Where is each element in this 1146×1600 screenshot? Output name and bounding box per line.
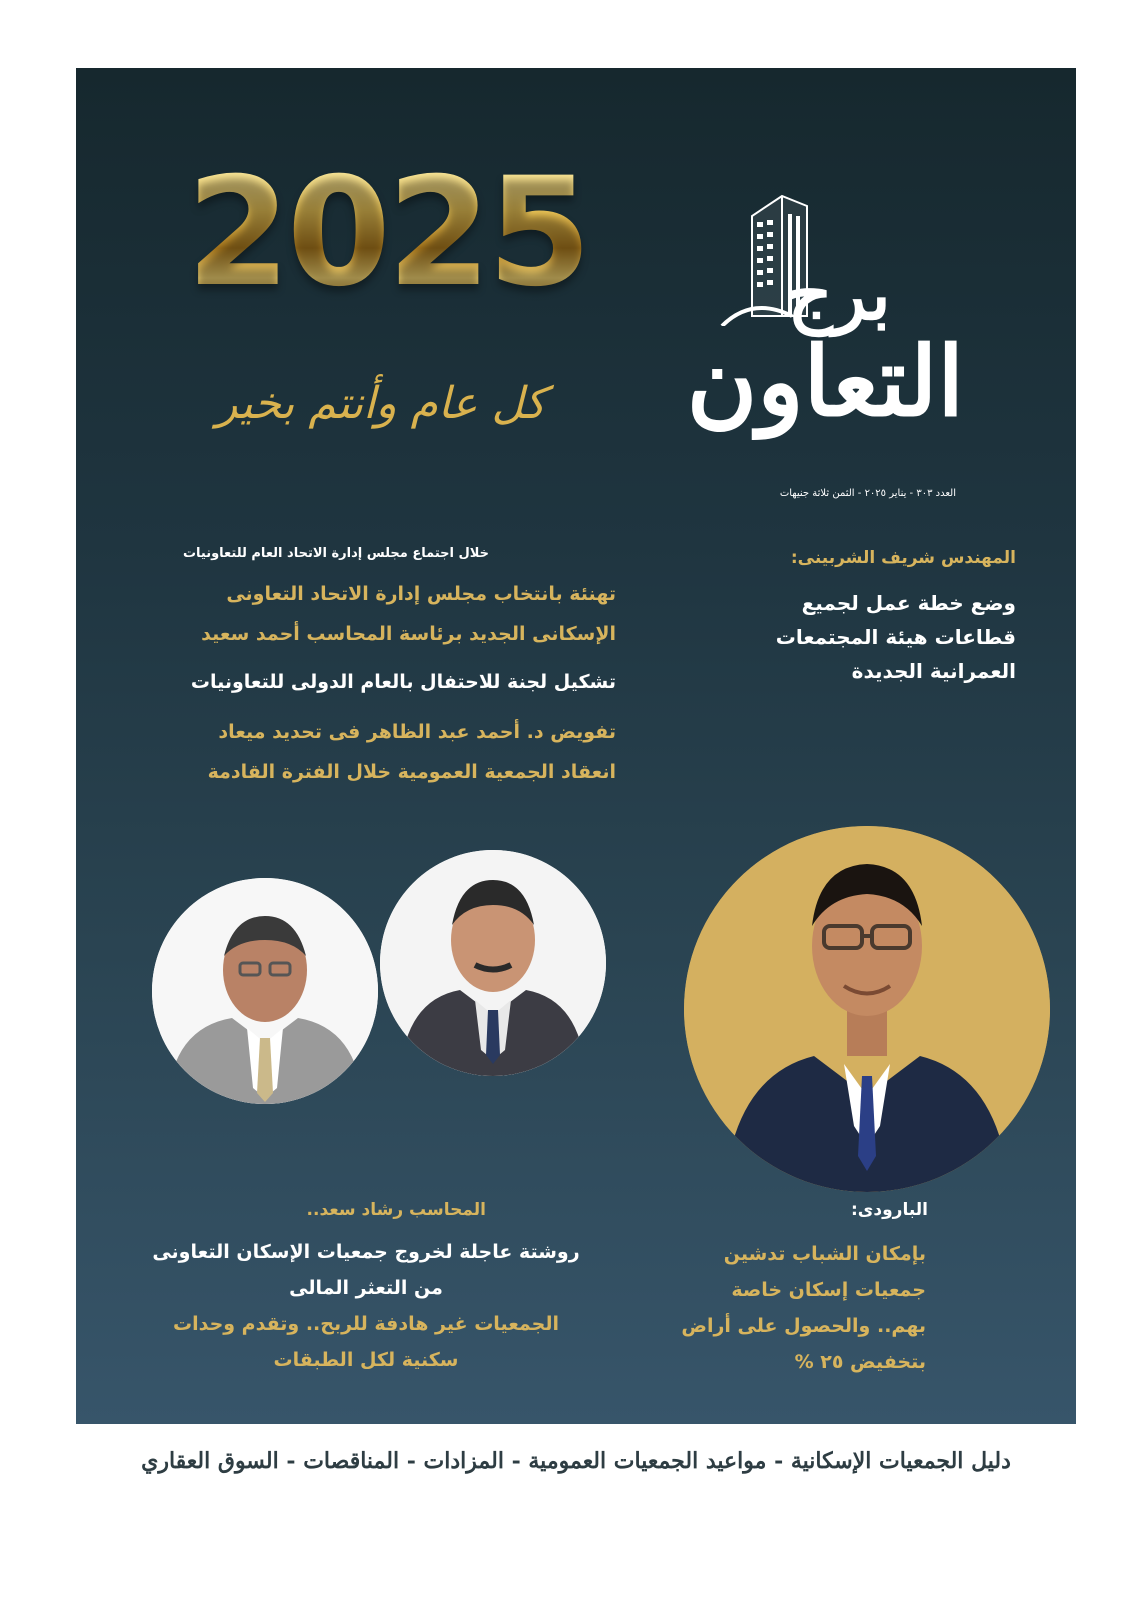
portrait-main-figure: [684, 826, 1050, 1192]
right-line-3: العمرانية الجديدة: [851, 659, 1016, 683]
right-headline-lead: المهندس شريف الشربينى:: [790, 548, 1016, 568]
logo-word-burj: برج: [787, 253, 891, 336]
right-line-2: قطاعات هيئة المجتمعات: [775, 625, 1016, 649]
bottom-right-lead: البارودى:: [851, 1200, 928, 1220]
magazine-logo: [686, 186, 972, 506]
bottom-left-lead: المحاسب رشاد سعد..: [306, 1200, 486, 1220]
portrait-third: [152, 878, 378, 1104]
right-line-1: وضع خطة عمل لجميع: [801, 591, 1016, 615]
portrait-third-figure: [152, 878, 378, 1104]
logo-word-altaawon: التعاون: [686, 324, 964, 438]
center-headline-4: تفويض د. أحمد عبد الظاهر فى تحديد ميعاد: [218, 721, 616, 743]
footer-sections: دليل الجمعيات الإسكانية - مواعيد الجمعيات العمومية - المزادات - المناقصات - السوق العقاري: [141, 1448, 1011, 1474]
right-headline-body: [676, 586, 1016, 688]
bottom-right-line-1: بإمكان الشباب تدشين: [723, 1243, 926, 1265]
bottom-left-body: [106, 1234, 626, 1378]
portrait-second-figure: [380, 850, 606, 1076]
bottom-left-line-2: من التعثر المالى: [289, 1277, 443, 1299]
center-kicker: خلال اجتماع مجلس إدارة الاتحاد العام للتعاونيات: [182, 546, 490, 561]
greeting-calligraphy: كل عام وأنتم بخير: [216, 378, 546, 429]
center-headline-1: تهنئة بانتخاب مجلس إدارة الاتحاد التعاونى: [226, 583, 616, 605]
bottom-left-line-3: الجمعيات غير هادفة للربح.. وتقدم وحدات: [172, 1313, 559, 1335]
magazine-cover: [76, 68, 1076, 1424]
center-headline-2: الإسكانى الجديد برئاسة المحاسب أحمد سعيد: [201, 623, 616, 645]
portrait-second: [380, 850, 606, 1076]
issue-info: العدد ٣٠٣ - يناير ٢٠٢٥ - الثمن ثلاثة جنيهات: [779, 488, 956, 499]
bottom-left-line-1: روشتة عاجلة لخروج جمعيات الإسكان التعاونى: [152, 1241, 580, 1263]
bottom-left-line-4: سكنية لكل الطبقات: [273, 1349, 459, 1371]
bottom-right-body: [676, 1236, 926, 1380]
bottom-right-line-4: بتخفيض ٢٥ %: [794, 1351, 926, 1373]
year-title: 2025: [172, 158, 602, 308]
center-headline-5: انعقاد الجمعية العمومية خلال الفترة القادمة: [207, 761, 616, 783]
center-headline-3: تشكيل لجنة للاحتفال بالعام الدولى للتعاونيات: [190, 671, 616, 693]
bottom-right-line-3: بهم.. والحصول على أراض: [681, 1315, 926, 1337]
bottom-right-line-2: جمعيات إسكان خاصة: [731, 1279, 926, 1301]
portrait-main: [684, 826, 1050, 1192]
